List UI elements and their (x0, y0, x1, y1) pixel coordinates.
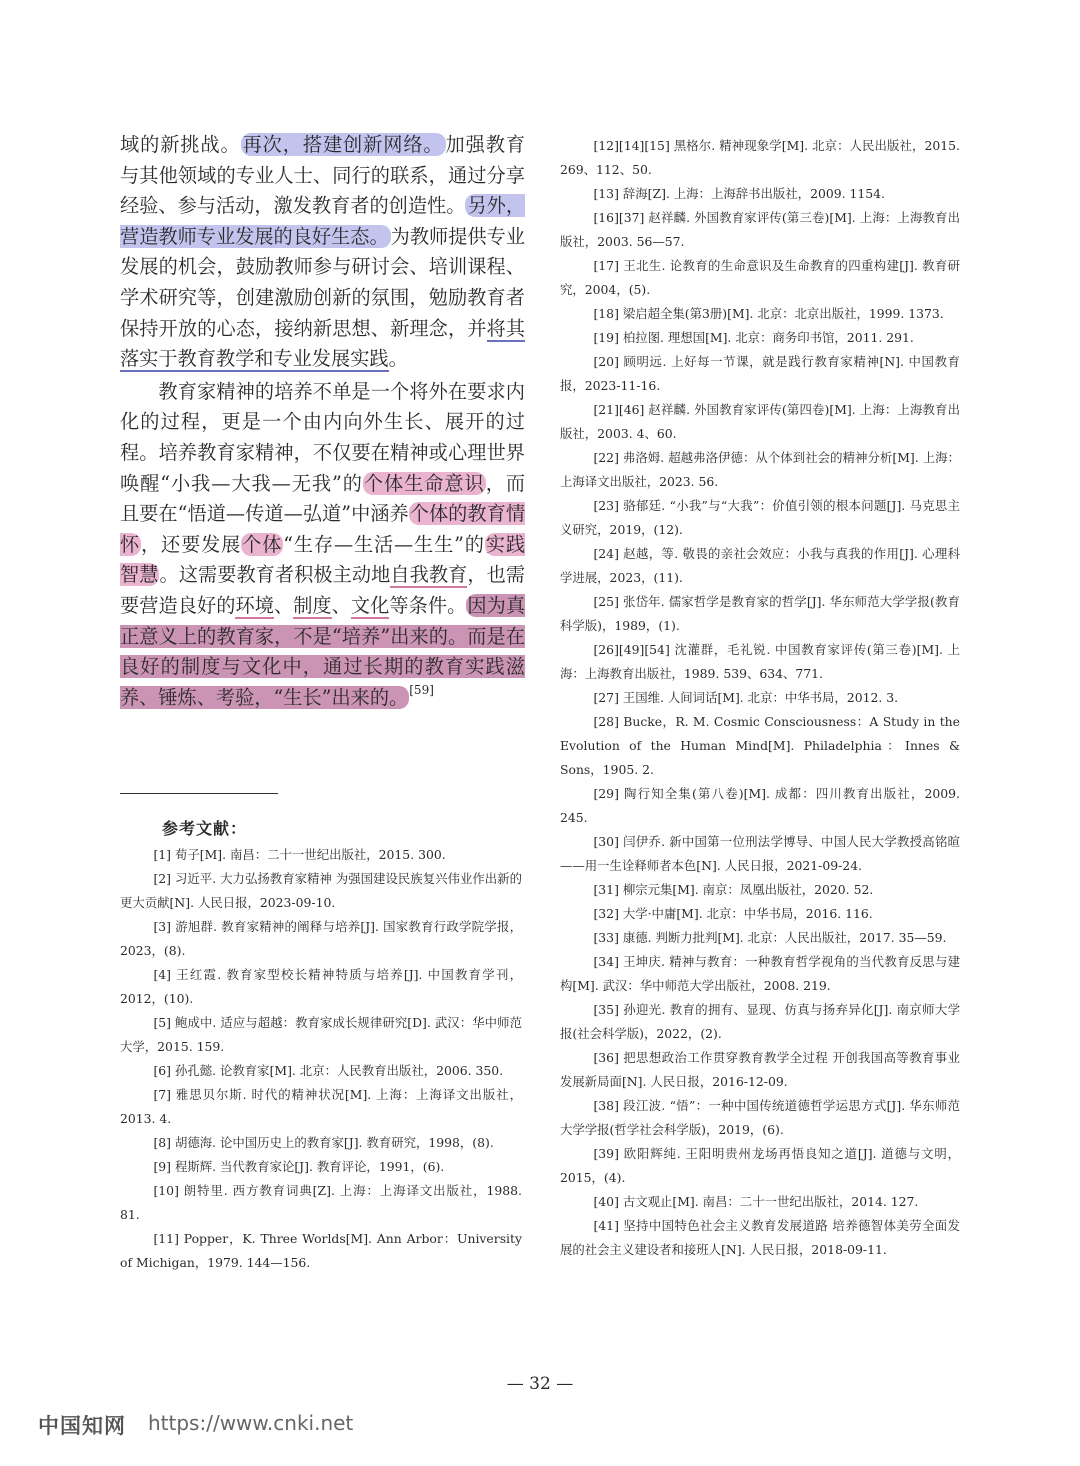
reference-item: [24] 赵越，等. 敬畏的亲社会效应：小我与真我的作用[J]. 心理科学进展，2023，(11). (560, 546, 960, 585)
text-span: 、 (273, 593, 294, 617)
reference-item: [12][14][15] 黑格尔. 精神现象学[M]. 北京：人民出版社，2015. 269、112、50. (560, 138, 960, 177)
reference-item: [28] Bucke，R. M. Cosmic Consciousness：A Study in the Evolution of the Human Mind[M]. Philadelphia：Innes & Sons，1905. 2. (560, 714, 960, 777)
body-text-column (120, 130, 525, 713)
reference-item: [19] 柏拉图. 理想国[M]. 北京：商务印书馆，2011. 291. (593, 330, 914, 345)
highlight-pink: 个体生命意识 (363, 471, 485, 495)
reference-item: [38] 段江波. “悟”：一种中国传统道德哲学运思方式[J]. 华东师范大学学报(哲学社会科学版)，2019，(6). (560, 1098, 960, 1137)
references-list-right (560, 134, 960, 1262)
underline-pink: 自我教育 (390, 563, 468, 587)
reference-item: [7] 雅思贝尔斯. 时代的精神状况[M]. 上海：上海译文出版社，2013. 4. (120, 1087, 522, 1126)
reference-item: [35] 孙迎光. 教育的拥有、显现、仿真与扬弃异化[J]. 南京师大学报(社会科学版)，2022，(2). (560, 1002, 960, 1041)
reference-item: [21][46] 赵祥麟. 外国教育家评传(第四卷)[M]. 上海：上海教育出版社，2003. 4、60. (560, 402, 960, 441)
text-span: 。 (388, 347, 408, 371)
highlight-pink: 个体的教育情怀 (120, 502, 526, 556)
underline-pink: 文化 (350, 593, 390, 617)
reference-item: [25] 张岱年. 儒家哲学是教育家的哲学[J]. 华东师范大学学报(教育科学版)，1989，(1). (560, 594, 960, 633)
reference-item: [40] 古文观止[M]. 南昌：二十一世纪出版社，2014. 127. (593, 1194, 919, 1209)
footnote-divider (120, 793, 278, 794)
text-span: 加强教育与其他领域的专业人士、同行的联系，通过分享经验、参与活动，激发教育者的创造性。 (120, 133, 526, 218)
text-span: 域的新挑战。 (120, 133, 241, 156)
reference-item: [32] 大学·中庸[M]. 北京：中华书局，2016. 116. (593, 906, 873, 921)
underline-blue: 将其落实于教育教学和专业发展实践 (120, 316, 526, 371)
reference-item: [16][37] 赵祥麟. 外国教育家评传(第三卷)[M]. 上海：上海教育出版社，2003. 56—57. (560, 210, 960, 249)
reference-item: [1] 荀子[M]. 南昌：二十一世纪出版社，2015. 300. (153, 847, 446, 862)
text-span: 。这需要教育者积极主动地 (159, 563, 391, 587)
reference-item: [41] 坚持中国特色社会主义教育发展道路 培养德智体美劳全面发展的社会主义建设者和接班人[N]. 人民日报，2018-09-11. (560, 1218, 960, 1257)
reference-item: [31] 柳宗元集[M]. 南京：凤凰出版社，2020. 52. (593, 882, 874, 897)
text-span: ，而且要在“悟道—传道—弘道”中涵养 (120, 471, 526, 526)
reference-item: [27] 王国维. 人间词话[M]. 北京：中华书局，2012. 3. (593, 690, 899, 705)
highlight-dark-pink: 因为真正意义上的教育家，不是“培养”出来的。而是在良好的制度与文化中，通过长期的教育实践滋养、锤炼、考验，“生长”出来的。 (120, 593, 526, 709)
reference-item: [36] 把思想政治工作贯穿教育教学全过程 开创我国高等教育事业发展新局面[N]. 人民日报，2016-12-09. (560, 1050, 960, 1089)
reference-item: [6] 孙孔懿. 论教育家[M]. 北京：人民教育出版社，2006. 350. (153, 1063, 504, 1078)
reference-item: [22] 弗洛姆. 超越弗洛伊德：从个体到社会的精神分析[M]. 上海：上海译文出版社，2023. 56. (560, 450, 960, 489)
reference-item: [39] 欧阳辉纯. 王阳明贵州龙场再悟良知之道[J]. 道德与文明，2015，(4). (560, 1146, 960, 1185)
reference-item: [13] 辞海[Z]. 上海：上海辞书出版社，2009. 1154. (593, 186, 885, 201)
text-span: 等条件。 (389, 593, 467, 617)
reference-item: [3] 游旭群. 教育家精神的阐释与培养[J]. 国家教育行政学院学报，2023，(8). (120, 919, 522, 958)
paragraph-1 (120, 130, 525, 375)
references-heading: 参考文献： (162, 819, 248, 838)
text-span: ，还要发展 (141, 532, 242, 556)
underline-pink: 环境 (235, 593, 274, 617)
reference-item: [18] 梁启超全集(第3册)[M]. 北京：北京出版社，1999. 1373. (593, 306, 944, 321)
highlight-pink: 个体 (242, 532, 283, 556)
reference-item: [5] 鲍成中. 适应与超越：教育家成长规律研究[D]. 武汉：华中师范大学，2015. 159. (120, 1015, 522, 1054)
text-span: “生存—生活—生生”的 (283, 532, 485, 556)
page-number: — 32 — (506, 1374, 574, 1394)
reference-item: [29] 陶行知全集(第八卷)[M]. 成都：四川教育出版社，2009. 245. (560, 786, 960, 825)
reference-item: [26][49][54] 沈灌群，毛礼锐. 中国教育家评传(第三卷)[M]. 上海：上海教育出版社，1989. 539、634、771. (560, 642, 960, 681)
reference-item: [30] 闫伊乔. 新中国第一位刑法学博导、中国人民大学教授高铭暄——用一生诠释师者本色[N]. 人民日报，2021-09-24. (560, 834, 960, 873)
reference-item: [23] 骆郁廷. “小我”与“大我”：价值引领的根本问题[J]. 马克思主义研究，2019，(12). (560, 498, 960, 537)
paragraph-2 (120, 377, 525, 714)
reference-item: [11] Popper，K. Three Worlds[M]. Ann Arbor：University of Michigan，1979. 144—156. (120, 1231, 522, 1270)
reference-item: [4] 王红霞. 教育家型校长精神特质与培养[J]. 中国教育学刊，2012，(10). (120, 967, 522, 1006)
text-span: 教育家精神的培养不单是一个将外在要求内化的过程，更是一个由内向外生长、展开的过程。培养教育家精神，不仅要在精神或心理世界唤醒“小我—大我—无我”的 (120, 379, 525, 495)
highlight-blue: 再次，搭建创新网络。 (242, 133, 444, 156)
reference-item: [2] 习近平. 大力弘扬教育家精神 为强国建设民族复兴伟业作出新的更大贡献[N]. 人民日报，2023-09-10. (120, 871, 522, 910)
reference-item: [17] 王北生. 论教育的生命意识及生命教育的四重构建[J]. 教育研究，2004，(5). (560, 258, 960, 297)
reference-item: [33] 康德. 判断力批判[M]. 北京：人民出版社，2017. 35—59. (593, 930, 947, 945)
reference-item: [10] 朗特里. 西方教育词典[Z]. 上海：上海译文出版社，1988. 81. (120, 1183, 522, 1222)
citation-marker: [59] (409, 682, 434, 697)
watermark-logo: 中国知网 (38, 1414, 126, 1438)
text-span: 、 (331, 593, 351, 617)
references-list-left (120, 843, 522, 1275)
text-span: 为教师提供专业发展的机会，鼓励教师参与研讨会、培训课程、学术研究等，创建激励创新的氛围，勉励教育者保持开放的心态，接纳新思想、新理念，并 (120, 224, 526, 340)
text-span: ，也需要营造良好的 (120, 563, 526, 617)
watermark-url: https://www.cnki.net (148, 1411, 354, 1435)
highlight-pink: 实践智慧 (120, 532, 526, 587)
reference-item: [9] 程斯辉. 当代教育家论[J]. 教育评论，1991，(6). (153, 1159, 445, 1174)
highlight-blue: 另外，营造教师专业发展的良好生态。 (120, 194, 526, 248)
underline-pink: 制度 (293, 593, 332, 617)
reference-item: [34] 王坤庆. 精神与教育：一种教育哲学视角的当代教育反思与建构[M]. 武汉：华中师范大学出版社，2008. 219. (560, 954, 960, 993)
reference-item: [8] 胡德海. 论中国历史上的教育家[J]. 教育研究，1998，(8). (153, 1135, 494, 1150)
reference-item: [20] 顾明远. 上好每一节课，就是践行教育家精神[N]. 中国教育报，2023-11-16. (560, 354, 960, 393)
